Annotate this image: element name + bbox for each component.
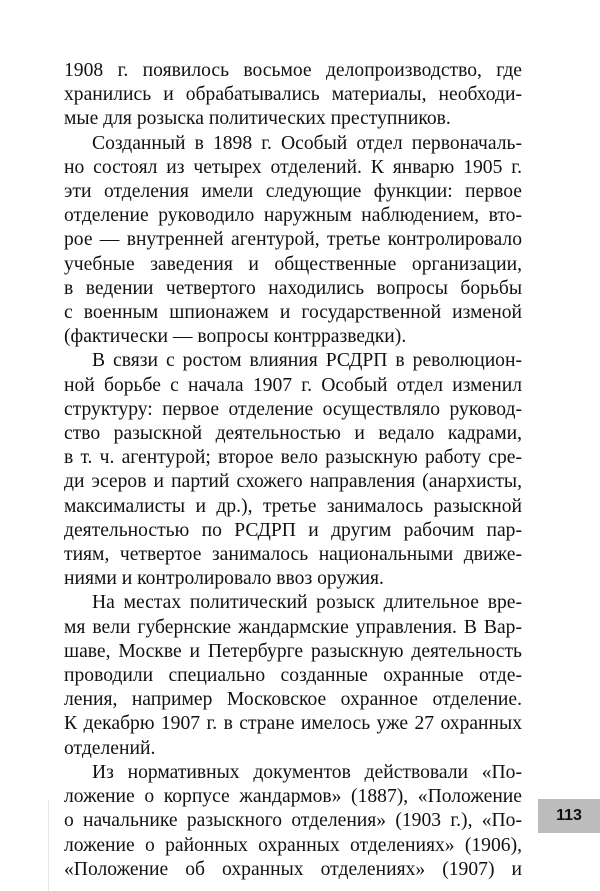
text-line: деятельностью по РСДРП и другим рабочим пар- [64, 519, 522, 541]
text-line: «Положение об охранных отделениях» (1907) и [64, 858, 522, 880]
paragraph-1 [64, 59, 522, 132]
paragraph-4 [64, 591, 522, 760]
text-line: шаве, Москве и Петербурге разыскную деятельность [64, 640, 522, 662]
page-number-badge [538, 799, 600, 833]
text-line: рое — внутренней агентурой, третье контролировало [64, 229, 522, 251]
text-line: учебные заведения и общественные организации, [64, 253, 522, 275]
text-line: ниями и контролировало ввоз оружия. [64, 568, 384, 590]
text-line: проводили специально созданные охранные отде- [64, 665, 522, 687]
text-line: Из нормативных документов действовали «По- [92, 761, 522, 783]
text-line: ложение о районных охранных отделениях» (1906), [64, 834, 522, 856]
text-line: структуру: первое отделение осуществляло руковод- [64, 398, 522, 420]
text-line: отделений. [64, 737, 156, 759]
text-line: (фактически — вопросы контрразведки). [64, 326, 407, 348]
text-line: максималисты и др.), третье занималось разыскной [64, 495, 522, 517]
paragraph-2 [64, 132, 522, 350]
text-line: На местах политический розыск длительное вре- [92, 592, 522, 614]
text-line: мые для розыска политических преступников. [64, 108, 451, 130]
paragraph-5 [64, 761, 522, 882]
text-line: мя вели губернские жандармские управления. В Вар- [64, 616, 522, 638]
page-number: 113 [556, 807, 582, 824]
text-line: хранились и обрабатывались материалы, необходи- [64, 84, 522, 106]
text-line: эти отделения имели следующие функции: первое [64, 181, 522, 203]
text-line: ди эсеров и партий схожего направления (анархисты, [64, 471, 522, 493]
paragraph-3 [64, 349, 522, 591]
text-line: К декабрю 1907 г. в стране имелось уже 27 охранных [64, 713, 522, 735]
text-line: в ведении четвертого находились вопросы борьбы [64, 277, 522, 299]
text-line: ной борьбе с начала 1907 г. Особый отдел изменил [64, 374, 522, 396]
text-line: ления, например Московское охранное отделение. [64, 689, 522, 711]
text-line: с военным шпионажем и государственной изменой [64, 302, 522, 324]
text-line: В связи с ростом влияния РСДРП в революцион- [92, 350, 522, 372]
text-line: ложение о корпусе жандармов» (1887), «Положение [64, 786, 522, 808]
text-line: тиям, четвертое занималось национальными движе- [64, 544, 522, 566]
text-line: Созданный в 1898 г. Особый отдел первоначаль- [92, 132, 522, 154]
body-text [64, 59, 522, 882]
text-line: ство разыскной деятельностью и ведало кадрами, [64, 423, 522, 445]
text-line: о начальнике разыскного отделения» (1903 г.), «По- [64, 810, 522, 832]
page-edge-divider [48, 800, 49, 891]
text-line: отделение руководило наружным наблюдением, вто- [64, 205, 522, 227]
text-line: в т. ч. агентурой; второе вело разыскную работу сре- [64, 447, 522, 469]
text-line: но состоял из четырех отделений. К январю 1905 г. [64, 156, 522, 178]
text-line: 1908 г. появилось восьмое делопроизводство, где [64, 60, 522, 81]
